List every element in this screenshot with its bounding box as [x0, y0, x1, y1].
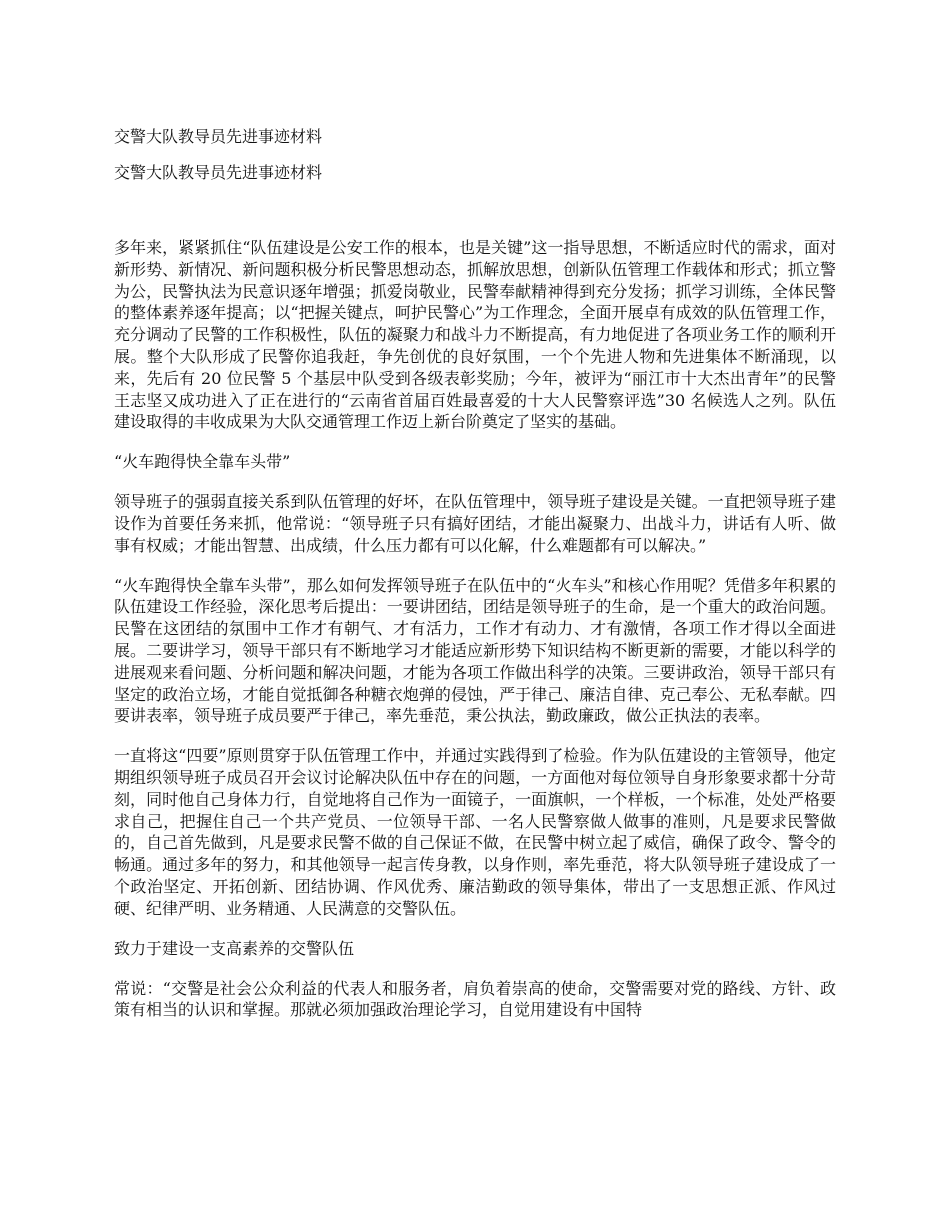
document-body — [114, 237, 836, 1021]
paragraph-leadership: 领导班子的强弱直接关系到队伍管理的好坏，在队伍管理中，领导班子建设是关键。一直把领导班子建设作为首要任务来抓，他常说：“领导班子只有搞好团结，才能出凝聚力、出战斗力，讲话有人听、做事有权威；才能出智慧、出成绩，什么压力都有可以化解，什么难题都有可以解决。” — [114, 492, 836, 555]
paragraph-intro: 多年来，紧紧抓住“队伍建设是公安工作的根本，也是关键”这一指导思想，不断适应时代的需求，面对新形势、新情况、新问题积极分析民警思想动态，抓解放思想，创新队伍管理工作载体和形式；抓立警为公，民警执法为民意识逐年增强；抓爱岗敬业，民警奉献精神得到充分发扬；抓学习训练，全体民警的整体素养逐年提高；以“把握关键点，呵护民警心”为工作理念，全面开展卓有成效的队伍管理工作，充分调动了民警的工作积极性，队伍的凝聚力和战斗力不断提高，有力地促进了各项业务工作的顺利开展。整个大队形成了民警你追我赶，争先创优的良好氛围，一个个先进人物和先进集体不断涌现，以来，先后有 20 位民警 5 个基层中队受到各级表彰奖励；今年，被评为“丽江市十大杰出青年”的民警王志坚又成功进入了正在进行的“云南省首届百姓最喜爱的十大人民警察评选”30 名候选人之列。队伍建设取得的丰收成果为大队交通管理工作迈上新台阶奠定了坚实的基础。 — [114, 238, 836, 432]
section-heading-train: “火车跑得快全靠车头带” — [114, 452, 291, 472]
section-heading-quality-team: 致力于建设一支高素养的交警队伍 — [114, 938, 355, 958]
paragraph-practice: 一直将这“四要”原则贯穿于队伍管理工作中，并通过实践得到了检验。作为队伍建设的主管领导，他定期组织领导班子成员召开会议讨论解决队伍中存在的问题，一方面他对每位领导自身形象要求都十分苛刻，同时他自己身体力行，自觉地将自己作为一面镜子，一面旗帜，一个样板，一个标准，处处严格要求自己，把握住自己一个共产党员、一位领导干部、一名人民警察做人做事的准则，凡是要求民警做的，自己首先做到，凡是要求民警不做的自己保证不做，在民警中树立起了威信，确保了政令、警令的畅通。通过多年的努力，和其他领导一起言传身教，以身作则，率先垂范，将大队领导班子建设成了一个政治坚定、开拓创新、团结协调、作风优秀、廉洁勤政的领导集体，带出了一支思想正派、作风过硬、纪律严明、业务精通、人民满意的交警队伍。 — [114, 746, 836, 918]
document-subtitle: 交警大队教导员先进事迹材料 — [114, 163, 323, 182]
paragraph-four-principles: “火车跑得快全靠车头带”，那么如何发挥领导班子在队伍中的“火车头”和核心作用呢？凭借多年积累的队伍建设工作经验，深化思考后提出：一要讲团结，团结是领导班子的生命，是一个重大的政治问题。民警在这团结的氛围中工作才有朝气、才有活力，工作才有动力、才有激情，各项工作才得以全面进展。二要讲学习，领导干部只有不断地学习才能适应新形势下知识结构不断更新的需要，才能以科学的进展观来看问题、分析问题和解决问题，才能为各项工作做出科学的决策。三要讲政治，领导干部只有坚定的政治立场，才能自觉抵御各种糖衣炮弹的侵蚀，严于律己、廉洁自律、克己奉公、无私奉献。四要讲表率，领导班子成员要严于律己，率先垂范，秉公执法，勤政廉政，做公正执法的表率。 — [114, 575, 836, 726]
document-title: 交警大队教导员先进事迹材料 — [114, 127, 323, 146]
paragraph-political-study: 常说：“交警是社会公众利益的代表人和服务者，肩负着崇高的使命，交警需要对党的路线、方针、政策有相当的认识和掌握。那就必须加强政治理论学习，自觉用建设有中国特 — [114, 978, 836, 1020]
